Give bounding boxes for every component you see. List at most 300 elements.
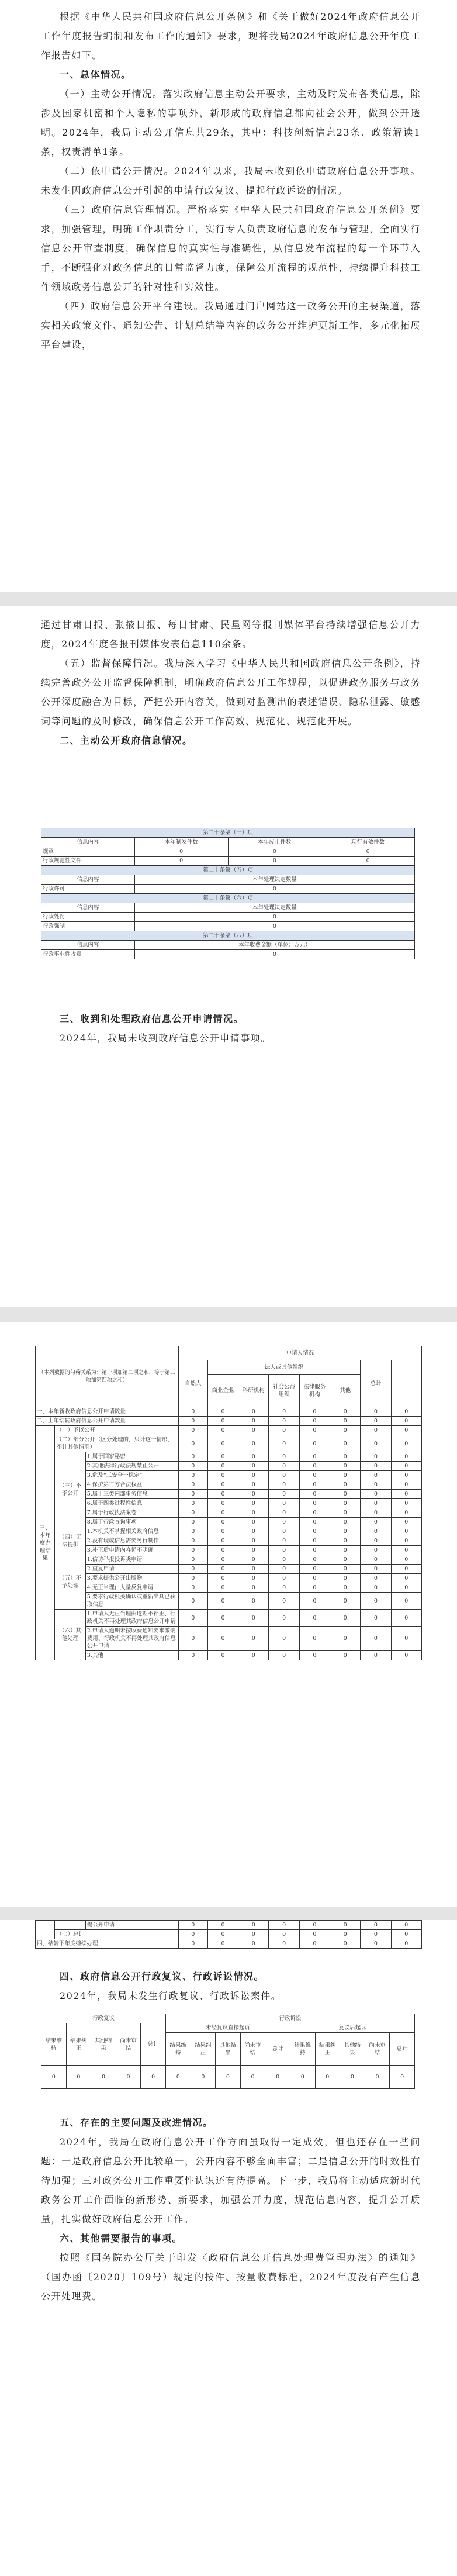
table-row: [36, 1536, 422, 1546]
table-cell: 行政处罚: [41, 913, 135, 922]
row-label: 2.其他法律行政法规禁止公开: [85, 1462, 178, 1471]
table-header: 信息内容: [41, 941, 135, 950]
table-cell: 0: [134, 950, 414, 959]
table-cell: 0: [330, 1490, 361, 1499]
table-cell: 0: [299, 1499, 330, 1508]
table-cell: 0: [330, 1518, 361, 1527]
table-cell: 0: [330, 1921, 361, 1930]
table-cell: 0: [269, 1536, 299, 1546]
table-cell: 0: [269, 1480, 299, 1490]
table-cell: 0: [238, 1462, 269, 1471]
table-header: 现行有效件数: [321, 838, 415, 847]
table-header: 总计: [390, 2033, 415, 2066]
table-cell: 0: [207, 1480, 238, 1490]
table-cell: 0: [134, 847, 228, 857]
table-row: [36, 1407, 422, 1417]
table-cell: 0: [290, 2066, 315, 2089]
table-cell: 0: [361, 1930, 391, 1939]
table-cell: 0: [299, 1407, 330, 1417]
table-cell: 0: [269, 1471, 299, 1480]
table-cell: 0: [269, 1527, 299, 1536]
table-header: 申请人情况: [178, 1346, 421, 1360]
section-5-heading: 五、存在的主要问题及改进情况。: [60, 2117, 213, 2128]
table-cell: 0: [178, 1574, 207, 1583]
table-cell: 0: [238, 1417, 269, 1426]
table-cell: 0: [207, 1490, 238, 1499]
table-cell: 0: [330, 1574, 361, 1583]
row-label: 一、本年新收政府信息公开申请数量: [36, 1407, 179, 1417]
table-cell: 0: [391, 1536, 421, 1546]
table-header: 结果维持: [290, 2033, 315, 2066]
table-header: 法人或其他组织: [207, 1360, 360, 1375]
table-cell: 0: [330, 1627, 361, 1651]
table-cell: 0: [391, 1546, 421, 1555]
table-header: 复议后起诉: [290, 2023, 414, 2033]
table-cell: 0: [207, 1593, 238, 1610]
table-corner-note: （本列数据的勾稽关系为：第一项加第二项之和，等于第三项加第四项之和）: [36, 1346, 179, 1407]
table-cell: 0: [116, 2066, 141, 2089]
table-cell: 0: [269, 1499, 299, 1508]
table-cell: 0: [207, 1555, 238, 1565]
table-cell: 0: [178, 1939, 207, 1949]
table-cell: 0: [391, 1574, 421, 1583]
table-cell: 0: [269, 1490, 299, 1499]
row-label: （六）其他处理: [55, 1610, 85, 1660]
paragraph-supervision: （五）监督保障情况。我局深入学习《中华人民共和国政府信息公开条例》，持续完善政务公开监督保障机制，明确政府信息公开工作规程，以促进政务服务与政务公开深度融合为目标，严把公开内容关，做到对监测出的表述错误、隐私泄露、敏感词等问题的及时修改，确保信息公开工作高效、规范化、规范化开展。: [41, 658, 421, 727]
section-3-heading: 三、收到和处理政府信息公开申请情况。: [60, 1013, 244, 1024]
table-header: 其他: [330, 1375, 361, 1407]
table-cell: 0: [299, 1452, 330, 1462]
table-cell: 0: [134, 885, 414, 894]
table-cell: 0: [178, 1499, 207, 1508]
table-cell: 0: [238, 1555, 269, 1565]
table-cell: 0: [361, 1610, 391, 1627]
table-cell: 0: [299, 1546, 330, 1555]
table-cell: 0: [361, 1490, 391, 1499]
row-label: 3.危及“三安全一稳定”: [85, 1471, 178, 1480]
table-cell: 0: [361, 1939, 391, 1949]
row-label: 1.信访举报投诉类申请: [85, 1555, 178, 1565]
table-cell: 0: [299, 1471, 330, 1480]
table-cell: 0: [330, 1939, 361, 1949]
table-cell: 0: [207, 1627, 238, 1651]
row-label: 3.补正后申请内容仍不明确: [85, 1546, 178, 1555]
table-cell: 0: [330, 1546, 361, 1555]
table-cell: 0: [299, 1574, 330, 1583]
table-cell: 0: [134, 913, 414, 922]
table-cell: 0: [361, 1462, 391, 1471]
table-empty-cell: [55, 1921, 85, 1930]
table-cell: 0: [299, 1610, 330, 1627]
row-label: 提公开申请: [85, 1921, 178, 1930]
paragraph-active-disclosure: （一）主动公开情况。落实政府信息主动公开要求，主动及时发布各类信息，除涉及国家机密和个人隐私的事项外，新形成的政府信息都向社会公开，做到公开透明。2024年，我局主动公开信息共29条，其中：科技创新信息23条、政策解读1条，权责清单1条。: [41, 88, 421, 157]
table-cell: 0: [178, 1426, 207, 1435]
table-cell: 0: [361, 1435, 391, 1452]
table-cell: 0: [66, 2066, 91, 2089]
table-cell: 0: [269, 1583, 299, 1593]
table-row: [36, 1565, 422, 1574]
table-cell: 0: [207, 1452, 238, 1462]
table-cell: 0: [391, 1471, 421, 1480]
table-cell: 0: [321, 847, 415, 857]
table-cell: 0: [178, 1583, 207, 1593]
table-cell: 0: [330, 1651, 361, 1660]
table-cell: 0: [178, 1593, 207, 1610]
table-cell: 0: [207, 1939, 238, 1949]
table-cell: 0: [207, 1435, 238, 1452]
table-cell: 0: [299, 1508, 330, 1518]
table-cell: 行政事业性收费: [41, 950, 135, 959]
table-cell: 0: [330, 1555, 361, 1565]
row-label: 3.其他: [85, 1651, 178, 1660]
table-cell: 0: [361, 1417, 391, 1426]
row-label: （五）不予处理: [55, 1555, 85, 1610]
table-cell: 0: [238, 1536, 269, 1546]
table-cell: 0: [238, 1574, 269, 1583]
table-header: 本年收费金额（单位：万元）: [134, 941, 414, 950]
table-cell: 0: [299, 1593, 330, 1610]
table-cell: 0: [299, 1462, 330, 1471]
table-header: 总计: [361, 1360, 391, 1407]
table-cell: 0: [207, 1426, 238, 1435]
table-row: [36, 1490, 422, 1499]
row-label: 二、上年结转政府信息公开申请数量: [36, 1417, 179, 1426]
paragraph-management: （三）政府信息管理情况。严格落实《中华人民共和国政府信息公开条例》要求，加强管理，明确工作职责分工，实行专人负责政府信息的发布与管理，全面实行信息公开审查制度，确保信息的真实性与准确性，从信息发布流程的每一个环节入手，不断强化对政务信息的日常监督力度，保障公开流程的规范性，持续提升科技工作领域政务信息公开的针对性和实效性。: [41, 204, 421, 292]
section-2-heading: 二、主动公开政府信息情况。: [60, 735, 193, 746]
table-section-title: 第二十条第（八）项: [41, 931, 415, 941]
section-4-text: 2024年，我局未发生行政复议、行政诉讼案件。: [60, 1990, 282, 2001]
row-label: 2.申请人逾期未按收费通知要求缴纳费用、行政机关不再处理其政府信息公开申请: [85, 1627, 178, 1651]
table-cell: 0: [315, 2066, 340, 2089]
table-cell: 0: [269, 1610, 299, 1627]
table-cell: 0: [178, 1930, 207, 1939]
table-cell: 0: [330, 1610, 361, 1627]
row-label: 2.重复申请: [85, 1565, 178, 1574]
table-cell: 规章: [41, 847, 135, 857]
table-cell: 0: [299, 1627, 330, 1651]
table-header: 总计: [141, 2023, 166, 2066]
table-cell: 0: [207, 1574, 238, 1583]
section-6-heading: 六、其他需要报告的事项。: [60, 2233, 183, 2244]
table-cell: 0: [299, 1527, 330, 1536]
table-cell: 0: [41, 2066, 67, 2089]
table-cell: 0: [391, 1565, 421, 1574]
table-cell: 0: [134, 857, 228, 866]
table-cell: 0: [207, 1921, 238, 1930]
table-header: 商业企业: [207, 1375, 238, 1407]
table-header: 结果纠正: [315, 2033, 340, 2066]
table-cell: 0: [361, 1555, 391, 1565]
table-cell: 0: [207, 1651, 238, 1660]
table-cell: 0: [391, 1407, 421, 1417]
table-row: [36, 1417, 422, 1426]
table-cell: 0: [269, 1921, 299, 1930]
table-cell: 0: [207, 1508, 238, 1518]
document-page-4: [0, 1920, 457, 2576]
table-header: 本年处理决定数量: [134, 875, 414, 885]
table-cell: 0: [178, 1627, 207, 1651]
table-cell: 0: [299, 1536, 330, 1546]
table-cell: 0: [178, 1407, 207, 1417]
table-cell: 0: [238, 1565, 269, 1574]
table-cell: 0: [269, 1508, 299, 1518]
table-cell: 0: [391, 1417, 421, 1426]
table-cell: 0: [178, 1546, 207, 1555]
row-label: 1.本机关不掌握相关政府信息: [85, 1527, 178, 1536]
row-label: 三、本年度办理结果: [36, 1426, 55, 1660]
table-row: [41, 2066, 415, 2089]
table-header: 结果维持: [41, 2023, 67, 2066]
table-cell: 0: [207, 1471, 238, 1480]
table-cell: 0: [299, 1583, 330, 1593]
table-cell: 0: [238, 1651, 269, 1660]
table-cell: 0: [361, 1518, 391, 1527]
table-cell: 0: [238, 1939, 269, 1949]
table-cell: 0: [238, 1435, 269, 1452]
table-row: [36, 1651, 422, 1660]
table-cell: 0: [238, 1610, 269, 1627]
table-cell: 0: [330, 1426, 361, 1435]
section-3-text: 2024年，我局未收到政府信息公开申请事项。: [60, 1033, 271, 1044]
table-cell: 0: [269, 1565, 299, 1574]
table-cell: 0: [299, 1417, 330, 1426]
table-header: 其他结果: [91, 2023, 116, 2066]
section-5-text: 2024年，我局在政府信息公开工作方面虽取得一定成效，但也还存在一些问题：一是政府信息公开比较单一，公开内容不够全面丰富；二是信息公开的时效性有待加强；三对政务公开工作重要性认识还有待提高。下一步，我局将主动适应新时代政务公开工作面临的新形势、新要求，加强公开力度，规范信息内容，提升公开质量，扎实做好政府信息公开工作。: [41, 2136, 421, 2225]
table-header: 法律服务机构: [299, 1375, 330, 1407]
table-cell: 0: [178, 1610, 207, 1627]
table-cell: 0: [134, 922, 414, 931]
row-label: 4.保护第三方合法权益: [85, 1480, 178, 1490]
table-cell: 0: [391, 1583, 421, 1593]
table-cell: 0: [269, 1593, 299, 1610]
table-row: [36, 1471, 422, 1480]
table-cell: 0: [178, 1651, 207, 1660]
table-cell: 行政许可: [41, 885, 135, 894]
document-page-1: [0, 0, 457, 592]
row-label: 1.申请人无正当理由逾期不补正、行政机关不再处理其政府信息公开申请: [85, 1610, 178, 1627]
table-cell: 0: [207, 1930, 238, 1939]
table-cell: 0: [365, 2066, 390, 2089]
table-header: 其他结果: [340, 2033, 365, 2066]
row-label: 5.要求行政机关确认或重新出具已获取信息: [85, 1593, 178, 1610]
table-row: [36, 1499, 422, 1508]
table-header: 结果纠正: [66, 2023, 91, 2066]
table-header: 自然人: [178, 1360, 207, 1407]
table-cell: 0: [238, 1499, 269, 1508]
table-row: [36, 1546, 422, 1555]
application-handling-table-continued: [35, 1920, 422, 1949]
table-cell: 0: [207, 1462, 238, 1471]
table-cell: 0: [269, 1426, 299, 1435]
table-cell: 0: [269, 1930, 299, 1939]
table-cell: 0: [391, 1452, 421, 1462]
paragraph-on-request: （二）依申请公开情况。2024年以来，我局未收到依申请政府信息公开事项。未发生因政府信息公开引起的申请行政复议、提起行政诉讼的情况。: [41, 165, 421, 196]
table-cell: 0: [207, 1518, 238, 1527]
table-cell: 0: [299, 1939, 330, 1949]
paragraph-platform: （四）政府信息公开平台建设。我局通过门户网站这一政务公开的主要渠道，落实相关政策文件、通知公告、计划总结等内容的政务公开维护更新工作，多元化拓展平台建设，: [41, 301, 421, 350]
table-cell: 0: [361, 1452, 391, 1462]
table-cell: 0: [391, 1426, 421, 1435]
table-cell: 0: [391, 1930, 421, 1939]
table-row: [36, 1527, 422, 1536]
table-cell: 0: [269, 1462, 299, 1471]
table-cell: 0: [238, 1426, 269, 1435]
table-cell: 0: [299, 1435, 330, 1452]
table-cell: 0: [330, 1536, 361, 1546]
table-section-title: 第二十条第（六）项: [41, 894, 415, 903]
row-label: （七）总计: [55, 1930, 178, 1939]
table-cell: 0: [269, 1574, 299, 1583]
table-cell: 0: [361, 1536, 391, 1546]
table-section-title: 第二十条第（五）项: [41, 866, 415, 875]
table-cell: 0: [269, 1518, 299, 1527]
row-label: 6.属于四类过程性信息: [85, 1499, 178, 1508]
table-cell: 0: [391, 1435, 421, 1452]
table-cell: 0: [330, 1407, 361, 1417]
table-cell: 0: [238, 1508, 269, 1518]
table-header: 其他结果: [216, 2033, 241, 2066]
row-label: （三）不予公开: [55, 1452, 85, 1527]
table-cell: 0: [228, 857, 321, 866]
table-cell: 0: [361, 1480, 391, 1490]
active-disclosure-table: [41, 828, 415, 959]
paragraph-media: 通过甘肃日报、张掖日报、每日甘肃、民星网等报刊媒体平台持续增强信息公开力度，2024年度各报刊媒体发表信息110余条。: [41, 619, 421, 650]
table-cell: 0: [330, 1593, 361, 1610]
table-cell: 0: [330, 1930, 361, 1939]
table-cell: 0: [238, 1627, 269, 1651]
table-cell: 0: [340, 2066, 365, 2089]
table-cell: 0: [361, 1471, 391, 1480]
table-cell: 0: [330, 1508, 361, 1518]
table-cell: 0: [391, 1610, 421, 1627]
table-cell: 0: [361, 1593, 391, 1610]
table-header: 结果维持: [165, 2033, 191, 2066]
table-row: [36, 1593, 422, 1610]
table-cell: 0: [191, 2066, 216, 2089]
table-cell: 0: [238, 1546, 269, 1555]
row-label: 5.属于三类内部事务信息: [85, 1490, 178, 1499]
table-cell: 0: [391, 1480, 421, 1490]
table-cell: 0: [361, 1407, 391, 1417]
table-cell: 0: [330, 1417, 361, 1426]
table-cell: 0: [299, 1518, 330, 1527]
table-cell: 0: [207, 1565, 238, 1574]
table-cell: 0: [330, 1499, 361, 1508]
table-cell: 0: [238, 1518, 269, 1527]
table-cell: 0: [91, 2066, 116, 2089]
table-cell: 0: [207, 1536, 238, 1546]
table-cell: 0: [240, 2066, 265, 2089]
table-header: 尚未审结: [116, 2023, 141, 2066]
row-label: （二）部分公开（区分处理的，只计这一情形，不计其他情形）: [55, 1435, 178, 1452]
handling-results-body: [36, 1426, 422, 1660]
table-row: [36, 1518, 422, 1527]
table-cell: 0: [361, 1565, 391, 1574]
table-cell: 0: [330, 1480, 361, 1490]
document-page-3: [0, 1322, 457, 1907]
table-row: [36, 1462, 422, 1471]
table-cell: 0: [391, 1921, 421, 1930]
section-6-text: 按照《国务院办公厅关于印发〈政府信息公开信息处理费管理办法〉的通知》（国办函〔2020〕109号）规定的按件、按量收费标准，2024年度没有产生信息公开处理费。: [41, 2252, 421, 2302]
table-row: [36, 1574, 422, 1583]
table-cell: 0: [178, 1462, 207, 1471]
table-cell: 0: [269, 1435, 299, 1452]
table-cell: 0: [330, 1527, 361, 1536]
table-header: 本年处理决定数量: [134, 903, 414, 913]
table-cell: 行政规范性文件: [41, 857, 135, 866]
table-empty-cell: [391, 1360, 421, 1407]
table-cell: 0: [238, 1480, 269, 1490]
row-label: 1.属于国家秘密: [85, 1452, 178, 1462]
table-header: 科研机构: [238, 1375, 269, 1407]
table-cell: 0: [238, 1583, 269, 1593]
intro-paragraph: 根据《中华人民共和国政府信息公开条例》和《关于做好2024年政府信息公开工作年度报告编制和发布工作的通知》要求，现将我局2024年政府信息公开年度工作报告如下。: [41, 11, 421, 61]
table-cell: 0: [238, 1471, 269, 1480]
table-cell: 0: [228, 847, 321, 857]
table-cell: 0: [391, 1593, 421, 1610]
table-header: 结果纠正: [191, 2033, 216, 2066]
table-cell: 0: [207, 1583, 238, 1593]
table-cell: 0: [330, 1462, 361, 1471]
table-cell: 0: [299, 1555, 330, 1565]
table-row: [36, 1583, 422, 1593]
row-label: （四）无法提供: [55, 1527, 85, 1555]
table-cell: 0: [178, 1417, 207, 1426]
table-cell: 0: [299, 1426, 330, 1435]
table-cell: 0: [330, 1583, 361, 1593]
table-row: [36, 1930, 422, 1939]
table-cell: 0: [238, 1527, 269, 1536]
table-cell: 0: [361, 1527, 391, 1536]
table-header: 社会公益组织: [269, 1375, 299, 1407]
table-cell: 0: [207, 1407, 238, 1417]
table-cell: 0: [391, 1518, 421, 1527]
table-empty-cell: [36, 1921, 55, 1939]
table-cell: 0: [178, 1508, 207, 1518]
table-cell: 0: [207, 1527, 238, 1536]
row-label: 7.属于行政执法案卷: [85, 1508, 178, 1518]
table-cell: 0: [390, 2066, 415, 2089]
table-cell: 0: [391, 1627, 421, 1651]
table-cell: 0: [207, 1546, 238, 1555]
document-page-2: [0, 606, 457, 1307]
table-row: [36, 1452, 422, 1462]
table-cell: 0: [299, 1480, 330, 1490]
table-cell: 0: [178, 1435, 207, 1452]
table-cell: 0: [391, 1499, 421, 1508]
table-header: 信息内容: [41, 875, 135, 885]
table-cell: 0: [207, 1610, 238, 1627]
table-row: [36, 1435, 422, 1452]
table-cell: 0: [269, 1407, 299, 1417]
table-cell: 0: [299, 1930, 330, 1939]
table-cell: 0: [361, 1574, 391, 1583]
table-cell: 0: [391, 1462, 421, 1471]
table-row: [36, 1426, 422, 1435]
table-cell: 0: [141, 2066, 166, 2089]
table-header: 信息内容: [41, 838, 135, 847]
table-cell: 0: [361, 1651, 391, 1660]
table-cell: 0: [178, 1471, 207, 1480]
table-header: 行政复议: [41, 2014, 166, 2023]
table-cell: 0: [361, 1508, 391, 1518]
table-cell: 0: [165, 2066, 191, 2089]
table-cell: 0: [269, 1939, 299, 1949]
table-cell: 0: [238, 1593, 269, 1610]
table-header: 总计: [265, 2033, 290, 2066]
table-cell: 行政强制: [41, 922, 135, 931]
table-row: [36, 1610, 422, 1627]
